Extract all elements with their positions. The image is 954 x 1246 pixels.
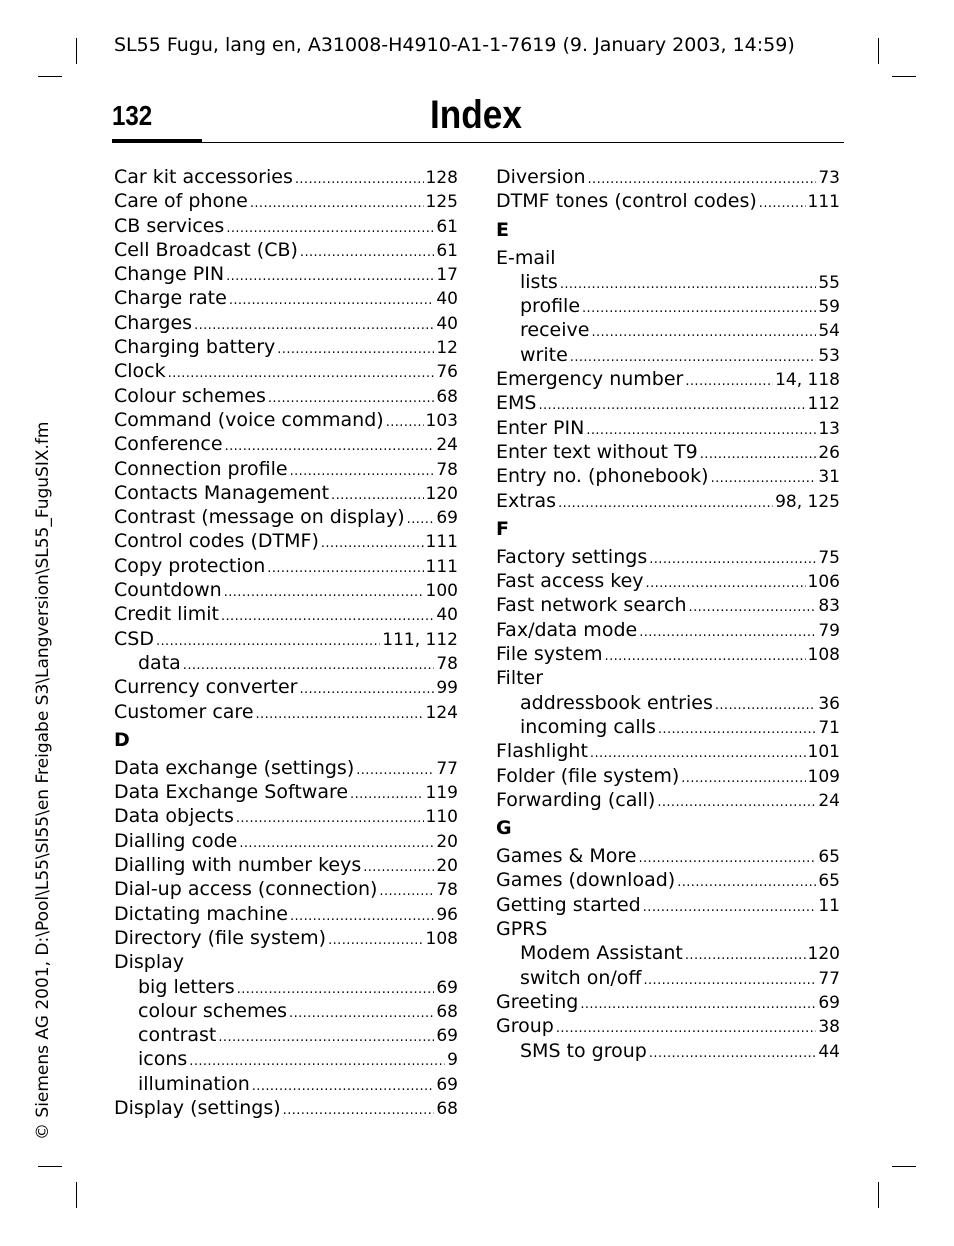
index-term: write — [520, 343, 568, 366]
dot-leader — [643, 969, 816, 993]
index-entry — [114, 627, 458, 651]
index-entry — [114, 756, 458, 780]
index-entry — [496, 391, 840, 415]
page-title: Index — [430, 93, 522, 137]
index-subentry — [114, 1072, 458, 1096]
index-term: addressbook entries — [520, 691, 713, 714]
index-page-ref: 78 — [436, 653, 458, 674]
index-term: Car kit accessories — [114, 166, 293, 188]
index-term: Conference — [114, 433, 223, 456]
index-entry — [496, 189, 840, 213]
index-term: Data exchange (settings) — [114, 756, 355, 779]
index-term: Control codes (DTMF) — [114, 530, 319, 553]
index-page-ref: 101 — [807, 742, 840, 763]
index-subentry — [114, 975, 458, 999]
index-page-ref: 13 — [818, 418, 840, 439]
index-term: CSD — [114, 627, 154, 650]
index-entry — [114, 602, 458, 626]
crop-mark — [878, 38, 879, 64]
index-page-ref: 69 — [436, 1026, 458, 1047]
index-entry — [114, 950, 458, 974]
dot-leader — [407, 508, 435, 532]
index-term: icons — [138, 1048, 188, 1071]
index-page-ref: 119 — [425, 783, 458, 804]
index-entry — [496, 440, 840, 464]
index-entry — [114, 529, 458, 553]
index-entry — [114, 359, 458, 383]
index-column-left — [114, 165, 458, 1120]
index-page-ref: 24 — [436, 435, 458, 456]
index-page-ref: 20 — [436, 856, 458, 877]
index-page-ref: 11 — [818, 895, 840, 916]
dot-leader — [689, 596, 817, 620]
index-entry — [496, 618, 840, 642]
index-term: Display — [114, 951, 185, 974]
index-page-ref: 120 — [807, 944, 840, 965]
index-entry — [114, 457, 458, 481]
page-number: 132 — [112, 100, 153, 131]
index-page-ref: 109 — [807, 766, 840, 787]
index-entry — [496, 788, 840, 812]
index-term: Currency converter — [114, 676, 298, 699]
index-term: GPRS — [496, 918, 548, 941]
index-subentry — [496, 966, 840, 990]
dot-leader — [386, 411, 424, 435]
index-term: Factory settings — [496, 545, 648, 568]
index-column-right — [496, 165, 840, 1063]
index-entry — [114, 432, 458, 456]
index-entry — [114, 335, 458, 359]
index-term: Fast access key — [496, 570, 644, 593]
index-page-ref: 111, 112 — [382, 629, 458, 650]
crop-mark — [878, 1182, 879, 1208]
index-entry — [496, 893, 840, 917]
index-term: switch on/off — [520, 966, 642, 989]
dot-leader — [277, 338, 434, 362]
index-term: Customer care — [114, 700, 254, 723]
index-page-ref: 40 — [436, 289, 458, 310]
dot-leader — [289, 1002, 434, 1026]
index-page-ref: 69 — [436, 977, 458, 998]
index-page-ref: 83 — [818, 596, 840, 617]
index-page-ref: 110 — [425, 807, 458, 828]
index-page-ref: 98, 125 — [775, 491, 840, 512]
dot-leader — [256, 703, 424, 727]
index-page-ref: 112 — [807, 394, 840, 415]
index-page-ref: 26 — [818, 442, 840, 463]
index-entry — [496, 666, 840, 690]
dot-leader — [591, 321, 816, 345]
index-term: Filter — [496, 667, 544, 690]
index-term: Dial-up access (connection) — [114, 878, 378, 901]
index-term: Clock — [114, 360, 166, 383]
index-subentry — [496, 691, 840, 715]
dot-leader — [657, 791, 816, 815]
dot-leader — [226, 265, 434, 289]
index-subentry — [114, 1047, 458, 1071]
index-term: contrast — [138, 1024, 217, 1047]
index-page-ref: 68 — [436, 386, 458, 407]
crop-mark — [76, 38, 77, 64]
index-entry — [496, 844, 840, 868]
index-page-ref: 17 — [436, 265, 458, 286]
index-page-ref: 77 — [818, 968, 840, 989]
index-term: Fax/data mode — [496, 618, 638, 641]
index-term: Display (settings) — [114, 1096, 281, 1119]
index-page-ref: 111 — [425, 556, 458, 577]
index-term: profile — [520, 295, 581, 318]
index-entry — [114, 675, 458, 699]
dot-leader — [685, 370, 773, 394]
index-entry — [114, 700, 458, 724]
index-page-ref: 54 — [818, 321, 840, 342]
index-term: Modem Assistant — [520, 942, 683, 965]
index-entry — [114, 262, 458, 286]
index-page-ref: 53 — [818, 345, 840, 366]
index-term: Games (download) — [496, 869, 676, 892]
index-entry — [496, 593, 840, 617]
index-term: Copy protection — [114, 554, 266, 577]
index-term: Dialling code — [114, 829, 238, 852]
index-term: Getting started — [496, 893, 641, 916]
index-page-ref: 69 — [436, 1074, 458, 1095]
index-term: Change PIN — [114, 263, 225, 286]
index-term: CB services — [114, 214, 225, 237]
index-term: Data Exchange Software — [114, 781, 349, 804]
index-page-ref: 38 — [818, 1017, 840, 1038]
index-entry — [114, 853, 458, 877]
index-entry — [114, 926, 458, 950]
index-page-ref: 31 — [818, 467, 840, 488]
index-subentry — [496, 343, 840, 367]
index-entry — [114, 189, 458, 213]
index-term: Charging battery — [114, 336, 276, 359]
index-page-ref: 79 — [818, 620, 840, 641]
index-page-ref: 111 — [807, 192, 840, 213]
index-letter-heading: E — [496, 218, 509, 241]
index-page-ref: 75 — [818, 547, 840, 568]
index-entry — [114, 286, 458, 310]
index-term: big letters — [138, 975, 235, 998]
index-page-ref: 71 — [818, 717, 840, 738]
dot-leader — [649, 1042, 817, 1066]
index-entry — [114, 481, 458, 505]
index-entry — [496, 868, 840, 892]
index-page-ref: 44 — [818, 1041, 840, 1062]
index-term: incoming calls — [520, 715, 656, 738]
index-page-ref: 68 — [436, 1098, 458, 1119]
index-entry — [114, 408, 458, 432]
index-page-ref: 65 — [818, 871, 840, 892]
index-term: Dialling with number keys — [114, 854, 362, 877]
index-entry — [496, 1014, 840, 1038]
index-term: colour schemes — [138, 999, 288, 1022]
dot-leader — [558, 492, 773, 516]
index-term: Countdown — [114, 579, 222, 602]
dot-leader — [299, 678, 434, 702]
index-entry — [496, 416, 840, 440]
index-letter-heading: G — [496, 817, 512, 840]
dot-leader — [156, 630, 380, 654]
document-info-header: SL55 Fugu, lang en, A31008-H4910-A1-1-7619 (9. January 2003, 14:59) — [114, 34, 795, 56]
index-page-ref: 68 — [436, 1001, 458, 1022]
index-term: Greeting — [496, 990, 579, 1013]
index-term: Data objects — [114, 805, 234, 828]
index-term: Extras — [496, 489, 557, 512]
index-page-ref: 103 — [425, 410, 458, 431]
dot-leader — [229, 289, 435, 313]
index-entry — [114, 214, 458, 238]
dot-leader — [580, 993, 816, 1017]
index-term: Charge rate — [114, 287, 227, 310]
index-subentry — [496, 270, 840, 294]
dot-leader — [643, 896, 817, 920]
index-entry — [496, 464, 840, 488]
index-page-ref: 24 — [818, 790, 840, 811]
crop-mark — [38, 1166, 62, 1167]
index-entry — [114, 829, 458, 853]
index-page-ref: 76 — [436, 362, 458, 383]
index-page-ref: 125 — [425, 192, 458, 213]
dot-leader — [300, 241, 434, 265]
index-letter-heading: F — [496, 517, 509, 540]
dot-leader — [700, 443, 817, 467]
index-term: File system — [496, 643, 603, 666]
dot-leader — [582, 297, 816, 321]
index-entry — [496, 569, 840, 593]
dot-leader — [356, 759, 434, 783]
index-page-ref: 77 — [436, 758, 458, 779]
index-term: Colour schemes — [114, 384, 266, 407]
index-term: receive — [520, 319, 590, 342]
index-subentry — [496, 294, 840, 318]
dot-leader — [715, 694, 817, 718]
index-subentry — [114, 1023, 458, 1047]
index-term: Contrast (message on display) — [114, 506, 405, 529]
index-subentry — [114, 999, 458, 1023]
index-entry — [496, 990, 840, 1014]
header-rule — [112, 142, 844, 143]
index-page-ref: 124 — [425, 702, 458, 723]
index-entry — [496, 246, 840, 270]
index-entry — [496, 642, 840, 666]
index-page-ref: 111 — [425, 532, 458, 553]
index-entry — [496, 764, 840, 788]
dot-leader — [321, 532, 424, 556]
index-entry — [496, 367, 840, 391]
dot-leader — [560, 273, 817, 297]
index-term: Connection profile — [114, 457, 288, 480]
index-page-ref: 55 — [818, 272, 840, 293]
dot-leader — [267, 557, 423, 581]
index-subentry — [496, 1039, 840, 1063]
index-term: data — [138, 651, 181, 674]
dot-leader — [681, 767, 805, 791]
index-page-ref: 40 — [436, 605, 458, 626]
index-entry — [496, 165, 840, 189]
index-term: Entry no. (phonebook) — [496, 465, 709, 488]
dot-leader — [218, 1026, 434, 1050]
index-page-ref: 36 — [818, 693, 840, 714]
index-term: Contacts Management — [114, 481, 330, 504]
index-page-ref: 96 — [436, 904, 458, 925]
index-term: illumination — [138, 1072, 250, 1095]
dot-leader — [658, 718, 816, 742]
dot-leader — [677, 871, 816, 895]
index-term: Command (voice command) — [114, 408, 384, 431]
index-page-ref: 59 — [818, 297, 840, 318]
copyright-file-path: © Siemens AG 2001, D:\Pool\L55\SI55\en Freigabe S3\Langversion\SL55_FuguSIX.fm — [33, 421, 53, 1140]
index-term: Cell Broadcast (CB) — [114, 238, 298, 261]
index-page-ref: 40 — [436, 313, 458, 334]
index-entry — [114, 804, 458, 828]
dot-leader — [685, 944, 806, 968]
index-term: E-mail — [496, 246, 556, 269]
dot-leader — [605, 645, 806, 669]
index-page-ref: 108 — [807, 645, 840, 666]
index-letter-heading: D — [114, 728, 130, 751]
index-term: Folder (file system) — [496, 764, 680, 787]
index-term: Group — [496, 1015, 554, 1038]
index-term: Dictating machine — [114, 902, 288, 925]
index-term: Diversion — [496, 166, 586, 188]
dot-leader — [328, 929, 423, 953]
index-page-ref: 69 — [818, 992, 840, 1013]
index-term: Care of phone — [114, 190, 248, 213]
index-entry — [114, 165, 458, 189]
index-term: DTMF tones (control codes) — [496, 190, 757, 213]
crop-mark — [38, 76, 62, 77]
index-term: Flashlight — [496, 740, 588, 763]
crop-mark — [892, 76, 916, 77]
dot-leader — [711, 467, 817, 491]
index-page-ref: 108 — [425, 928, 458, 949]
index-page-ref: 9 — [447, 1050, 458, 1071]
crop-mark — [76, 1182, 77, 1208]
index-subentry — [114, 651, 458, 675]
index-term: Fast network search — [496, 594, 687, 617]
index-page-ref: 78 — [436, 459, 458, 480]
index-page-ref: 106 — [807, 572, 840, 593]
dot-leader — [649, 548, 816, 572]
index-entry — [114, 311, 458, 335]
index-entry — [114, 384, 458, 408]
dot-leader — [759, 192, 806, 216]
dot-leader — [224, 581, 424, 605]
index-term: Directory (file system) — [114, 926, 327, 949]
index-term: lists — [520, 270, 558, 293]
index-term: Enter text without T9 — [496, 440, 698, 463]
index-entry — [114, 902, 458, 926]
index-page-ref: 120 — [425, 483, 458, 504]
index-term: Games & More — [496, 845, 637, 868]
index-term: Charges — [114, 311, 193, 334]
dot-leader — [379, 880, 434, 904]
index-term: Credit limit — [114, 603, 219, 626]
index-term: SMS to group — [520, 1039, 647, 1062]
index-page-ref: 20 — [436, 831, 458, 852]
index-entry — [114, 554, 458, 578]
index-page-ref: 65 — [818, 847, 840, 868]
index-entry — [114, 238, 458, 262]
index-page-ref: 128 — [425, 168, 458, 188]
index-entry — [114, 780, 458, 804]
index-page-ref: 100 — [425, 581, 458, 602]
index-entry — [496, 739, 840, 763]
dot-leader — [250, 192, 424, 216]
index-page-ref: 99 — [436, 678, 458, 699]
index-page-ref: 12 — [436, 338, 458, 359]
index-entry — [114, 505, 458, 529]
index-page-ref: 61 — [436, 216, 458, 237]
index-entry — [496, 489, 840, 513]
dot-leader — [295, 168, 424, 192]
index-term: Enter PIN — [496, 416, 585, 439]
index-subentry — [496, 318, 840, 342]
index-term: Emergency number — [496, 368, 684, 391]
index-term: Forwarding (call) — [496, 788, 656, 811]
dot-leader — [350, 783, 424, 807]
index-page-ref: 14, 118 — [775, 370, 840, 391]
dot-leader — [283, 1099, 435, 1123]
index-page-ref: 73 — [818, 168, 840, 188]
index-entry — [114, 877, 458, 901]
index-entry — [114, 578, 458, 602]
index-entry — [496, 545, 840, 569]
dot-leader — [221, 605, 434, 629]
crop-mark — [892, 1166, 916, 1167]
index-page-ref: 61 — [436, 240, 458, 261]
dot-leader — [236, 807, 424, 831]
index-page-ref: 78 — [436, 880, 458, 901]
index-entry — [114, 1096, 458, 1120]
index-entry — [496, 917, 840, 941]
index-page-ref: 69 — [436, 508, 458, 529]
index-subentry — [496, 715, 840, 739]
index-subentry — [496, 941, 840, 965]
index-term: EMS — [496, 392, 537, 415]
dot-leader — [639, 621, 816, 645]
